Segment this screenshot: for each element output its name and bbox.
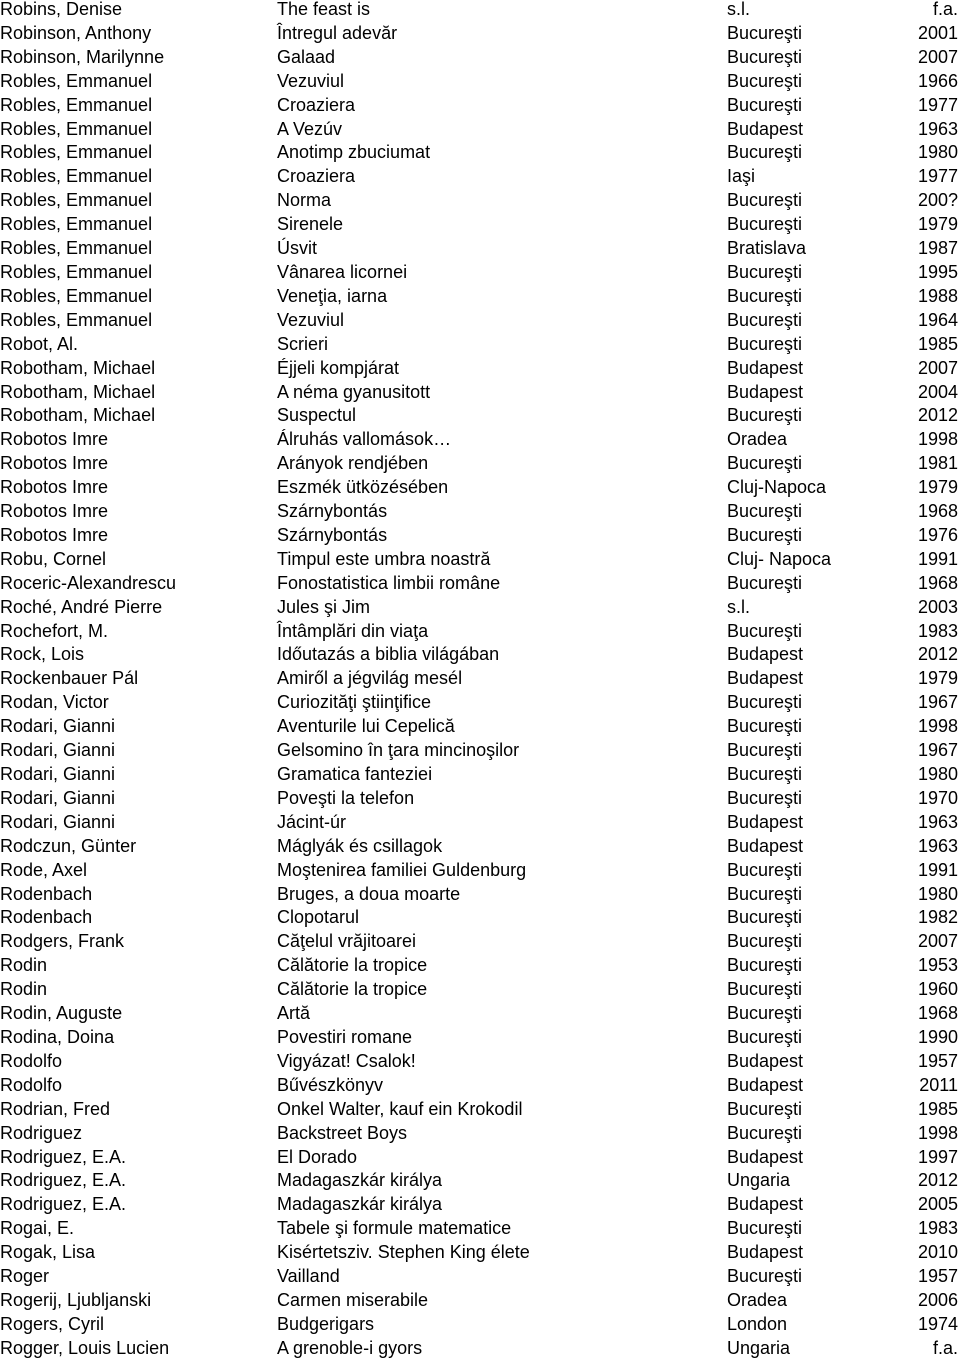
- table-row: [0, 741, 960, 765]
- place-cell: Bucureşti: [727, 309, 803, 330]
- title-cell: Curiozităţi ştiinţifice: [277, 692, 432, 713]
- title-cell: Veneţia, iarna: [277, 285, 388, 306]
- author-cell: Rogak, Lisa: [0, 1242, 96, 1263]
- title-cell: Backstreet Boys: [277, 1122, 408, 1143]
- author-cell: Robot, Al.: [0, 333, 79, 354]
- author-cell: Rodenbach: [0, 883, 93, 904]
- year-cell: 1981: [917, 453, 958, 474]
- table-row: [0, 1028, 960, 1052]
- author-cell: Rodin, Auguste: [0, 1003, 123, 1024]
- author-cell: Robles, Emmanuel: [0, 190, 153, 211]
- table-row: [0, 1315, 960, 1339]
- title-cell: Povestiri romane: [277, 1026, 413, 1047]
- author-cell: Robles, Emmanuel: [0, 214, 153, 235]
- year-cell: f.a.: [932, 0, 958, 19]
- place-cell: Bucureşti: [727, 22, 803, 43]
- author-cell: Robinson, Marilynne: [0, 46, 165, 67]
- title-cell: The feast is: [277, 0, 371, 19]
- table-row: [0, 1339, 960, 1363]
- place-cell: Bucureşti: [727, 453, 803, 474]
- table-row: [0, 598, 960, 622]
- title-cell: Onkel Walter, kauf ein Krokodil: [277, 1098, 523, 1119]
- author-cell: Robinson, Anthony: [0, 22, 152, 43]
- title-cell: Artă: [277, 1003, 311, 1024]
- author-cell: Rockenbauer Pál: [0, 668, 139, 689]
- year-cell: 2012: [917, 405, 958, 426]
- year-cell: 1995: [917, 261, 958, 282]
- title-cell: Jules şi Jim: [277, 596, 371, 617]
- author-cell: Robles, Emmanuel: [0, 70, 153, 91]
- title-cell: Timpul este umbra noastră: [277, 548, 491, 569]
- place-cell: Bucureşti: [727, 190, 803, 211]
- table-row: [0, 1243, 960, 1267]
- title-cell: Scrieri: [277, 333, 329, 354]
- place-cell: Budapest: [727, 1146, 804, 1167]
- year-cell: 1963: [917, 835, 958, 856]
- title-cell: Vigyázat! Csalok!: [277, 1050, 416, 1071]
- title-cell: Kisértetsziv. Stephen King élete: [277, 1242, 530, 1263]
- title-cell: Vezuviul: [277, 70, 345, 91]
- table-row: [0, 335, 960, 359]
- place-cell: Bucureşti: [727, 620, 803, 641]
- author-cell: Robles, Emmanuel: [0, 142, 153, 163]
- author-cell: Robles, Emmanuel: [0, 261, 153, 282]
- year-cell: 1983: [917, 620, 958, 641]
- author-cell: Robotham, Michael: [0, 381, 156, 402]
- place-cell: Budapest: [727, 1242, 804, 1263]
- table-row: [0, 1076, 960, 1100]
- title-cell: Croaziera: [277, 166, 356, 187]
- year-cell: 1991: [917, 859, 958, 880]
- year-cell: 1963: [917, 118, 958, 139]
- author-cell: Rodolfo: [0, 1050, 63, 1071]
- place-cell: Bratislava: [727, 238, 807, 259]
- title-cell: Suspectul: [277, 405, 357, 426]
- place-cell: Bucureşti: [727, 955, 803, 976]
- place-cell: Budapest: [727, 644, 804, 665]
- title-cell: Szárnybontás: [277, 501, 388, 522]
- title-cell: Croaziera: [277, 94, 356, 115]
- author-cell: Rodari, Gianni: [0, 764, 116, 784]
- author-cell: Rodriguez, E.A.: [0, 1170, 127, 1191]
- author-cell: Robotham, Michael: [0, 357, 156, 378]
- title-cell: Szárnybontás: [277, 524, 388, 545]
- author-cell: Robotos Imre: [0, 453, 109, 474]
- title-cell: Arányok rendjében: [277, 453, 429, 474]
- year-cell: 1968: [917, 501, 958, 522]
- table-row: [0, 287, 960, 311]
- year-cell: 1980: [917, 764, 958, 784]
- table-row: [0, 48, 960, 72]
- author-cell: Rodin: [0, 955, 48, 976]
- author-cell: Rodriguez: [0, 1122, 83, 1143]
- title-cell: Jácint-úr: [277, 811, 347, 832]
- year-cell: 1970: [917, 787, 958, 808]
- author-cell: Roceric-Alexandrescu: [0, 572, 177, 593]
- author-cell: Rodenbach: [0, 907, 93, 928]
- title-cell: Clopotarul: [277, 907, 360, 928]
- place-cell: Bucureşti: [727, 740, 803, 761]
- year-cell: 1964: [917, 309, 958, 330]
- author-cell: Rogers, Cyril: [0, 1313, 105, 1334]
- year-cell: 1977: [917, 166, 958, 187]
- table-row: [0, 1052, 960, 1076]
- title-cell: A grenoble-i gyors: [277, 1337, 423, 1358]
- year-cell: 1991: [917, 548, 958, 569]
- table-row: [0, 1148, 960, 1172]
- place-cell: Bucureşti: [727, 285, 803, 306]
- title-cell: El Dorado: [277, 1146, 358, 1167]
- author-cell: Rodan, Victor: [0, 692, 109, 713]
- author-cell: Robotos Imre: [0, 429, 109, 450]
- year-cell: 2012: [917, 1170, 958, 1191]
- title-cell: Sirenele: [277, 214, 344, 235]
- author-cell: Robles, Emmanuel: [0, 94, 153, 115]
- author-cell: Rodgers, Frank: [0, 931, 125, 952]
- author-cell: Rogai, E.: [0, 1218, 75, 1239]
- author-cell: Robles, Emmanuel: [0, 166, 153, 187]
- author-cell: Roger: [0, 1266, 50, 1287]
- table-row: [0, 72, 960, 96]
- title-cell: Időutazás a biblia világában: [277, 644, 500, 665]
- table-row: [0, 1267, 960, 1291]
- title-cell: Poveşti la telefon: [277, 787, 415, 808]
- author-cell: Rode, Axel: [0, 859, 88, 880]
- place-cell: Budapest: [727, 118, 804, 139]
- table-row: [0, 239, 960, 263]
- year-cell: 1976: [917, 524, 958, 545]
- place-cell: Bucureşti: [727, 261, 803, 282]
- author-cell: Rodin: [0, 979, 48, 1000]
- year-cell: 1998: [917, 429, 958, 450]
- year-cell: 1953: [917, 955, 958, 976]
- year-cell: 1967: [917, 692, 958, 713]
- place-cell: Bucureşti: [727, 524, 803, 545]
- author-cell: Robles, Emmanuel: [0, 285, 153, 306]
- year-cell: f.a.: [932, 1337, 958, 1358]
- table-row: [0, 215, 960, 239]
- title-cell: Anotimp zbuciumat: [277, 142, 431, 163]
- table-row: [0, 526, 960, 550]
- year-cell: 1988: [917, 285, 958, 306]
- table-row: [0, 956, 960, 980]
- author-cell: Rodina, Doina: [0, 1026, 115, 1047]
- place-cell: Bucureşti: [727, 716, 803, 737]
- title-cell: Vânarea licornei: [277, 261, 408, 282]
- title-cell: Madagaszkár királya: [277, 1170, 443, 1191]
- place-cell: Bucureşti: [727, 979, 803, 1000]
- title-cell: Madagaszkár királya: [277, 1194, 443, 1215]
- year-cell: 2007: [917, 46, 958, 67]
- title-cell: Întregul adevăr: [277, 22, 398, 43]
- author-cell: Rochefort, M.: [0, 620, 109, 641]
- author-cell: Robotham, Michael: [0, 405, 156, 426]
- title-cell: Carmen miserabile: [277, 1289, 429, 1310]
- table-row: [0, 837, 960, 861]
- author-cell: Robles, Emmanuel: [0, 118, 153, 139]
- year-cell: 1967: [917, 740, 958, 761]
- place-cell: Budapest: [727, 835, 804, 856]
- place-cell: Bucureşti: [727, 572, 803, 593]
- table-row: [0, 1004, 960, 1028]
- table-row: [0, 454, 960, 478]
- author-cell: Robotos Imre: [0, 501, 109, 522]
- year-cell: 2012: [917, 644, 958, 665]
- author-cell: Rodczun, Günter: [0, 835, 137, 856]
- year-cell: 1980: [917, 883, 958, 904]
- table-row: [0, 478, 960, 502]
- year-cell: 2010: [917, 1242, 958, 1263]
- place-cell: Oradea: [727, 1289, 788, 1310]
- table-row: [0, 813, 960, 837]
- place-cell: Budapest: [727, 381, 804, 402]
- place-cell: Bucureşti: [727, 142, 803, 163]
- place-cell: Ungaria: [727, 1170, 791, 1191]
- author-cell: Rodari, Gianni: [0, 716, 116, 737]
- table-row: [0, 1219, 960, 1243]
- year-cell: 1968: [917, 1003, 958, 1024]
- year-cell: 1985: [917, 1098, 958, 1119]
- title-cell: Eszmék ütközésében: [277, 477, 449, 498]
- year-cell: 1983: [917, 1218, 958, 1239]
- title-cell: Vailland: [277, 1266, 340, 1287]
- place-cell: Bucureşti: [727, 1266, 803, 1287]
- title-cell: Călătorie la tropice: [277, 979, 428, 1000]
- table-row: [0, 0, 960, 24]
- table-row: [0, 789, 960, 813]
- place-cell: Ungaria: [727, 1337, 791, 1358]
- author-cell: Rodari, Gianni: [0, 811, 116, 832]
- year-cell: 1987: [917, 238, 958, 259]
- title-cell: Máglyák és csillagok: [277, 835, 443, 856]
- table-row: [0, 1124, 960, 1148]
- year-cell: 1998: [917, 1122, 958, 1143]
- title-cell: Gramatica fanteziei: [277, 764, 433, 784]
- place-cell: Bucureşti: [727, 1003, 803, 1024]
- place-cell: Budapest: [727, 1194, 804, 1215]
- title-cell: A Vezúv: [277, 118, 343, 139]
- title-cell: Căţelul vrăjitoarei: [277, 931, 417, 952]
- year-cell: 2004: [917, 381, 958, 402]
- title-cell: Bűvészkönyv: [277, 1074, 384, 1095]
- table-row: [0, 861, 960, 885]
- place-cell: Bucureşti: [727, 931, 803, 952]
- place-cell: Bucureşti: [727, 1122, 803, 1143]
- author-cell: Robins, Denise: [0, 0, 123, 19]
- author-cell: Robles, Emmanuel: [0, 238, 153, 259]
- author-cell: Rodari, Gianni: [0, 787, 116, 808]
- place-cell: Budapest: [727, 357, 804, 378]
- table-row: [0, 406, 960, 430]
- place-cell: Bucureşti: [727, 764, 803, 784]
- place-cell: London: [727, 1313, 788, 1334]
- author-cell: Robu, Cornel: [0, 548, 107, 569]
- table-row: [0, 717, 960, 741]
- title-cell: Úsvit: [277, 238, 317, 259]
- place-cell: Budapest: [727, 1050, 804, 1071]
- table-row: [0, 383, 960, 407]
- table-row: [0, 550, 960, 574]
- table-row: [0, 932, 960, 956]
- table-row: [0, 430, 960, 454]
- place-cell: Bucureşti: [727, 859, 803, 880]
- year-cell: 1977: [917, 94, 958, 115]
- table-row: [0, 765, 960, 789]
- table-row: [0, 1100, 960, 1124]
- table-row: [0, 693, 960, 717]
- year-cell: 1957: [917, 1266, 958, 1287]
- year-cell: 200?: [917, 190, 958, 211]
- table-row: [0, 1171, 960, 1195]
- place-cell: Budapest: [727, 1074, 804, 1095]
- place-cell: Budapest: [727, 668, 804, 689]
- table-row: [0, 143, 960, 167]
- table-row: [0, 980, 960, 1004]
- author-cell: Roché, André Pierre: [0, 596, 163, 617]
- place-cell: Bucureşti: [727, 1098, 803, 1119]
- place-cell: Bucureşti: [727, 214, 803, 235]
- title-cell: Moştenirea familiei Guldenburg: [277, 859, 527, 880]
- table-row: [0, 645, 960, 669]
- year-cell: 1997: [917, 1146, 958, 1167]
- author-cell: Robles, Emmanuel: [0, 309, 153, 330]
- table-row: [0, 885, 960, 909]
- table-row: [0, 502, 960, 526]
- year-cell: 1974: [917, 1313, 958, 1334]
- table-row: [0, 1195, 960, 1219]
- table-row: [0, 359, 960, 383]
- title-cell: Budgerigars: [277, 1313, 375, 1334]
- year-cell: 1979: [917, 214, 958, 235]
- table-row: [0, 120, 960, 144]
- author-cell: Robotos Imre: [0, 477, 109, 498]
- table-row: [0, 167, 960, 191]
- year-cell: 1960: [917, 979, 958, 1000]
- author-cell: Rogerij, Ljubljanski: [0, 1289, 152, 1310]
- title-cell: Gelsomino în ţara mincinoşilor: [277, 740, 520, 761]
- title-cell: Vezuviul: [277, 309, 345, 330]
- title-cell: Éjjeli kompjárat: [277, 357, 400, 378]
- year-cell: 1982: [917, 907, 958, 928]
- place-cell: Cluj-Napoca: [727, 477, 827, 498]
- table-row: [0, 1291, 960, 1315]
- year-cell: 2001: [917, 22, 958, 43]
- title-cell: Tabele şi formule matematice: [277, 1218, 512, 1239]
- title-cell: Întâmplări din viaţa: [277, 620, 429, 641]
- place-cell: Bucureşti: [727, 46, 803, 67]
- year-cell: 1979: [917, 477, 958, 498]
- title-cell: Norma: [277, 190, 332, 211]
- year-cell: 1957: [917, 1050, 958, 1071]
- year-cell: 2007: [917, 357, 958, 378]
- table-row: [0, 574, 960, 598]
- table-row: [0, 263, 960, 287]
- title-cell: Álruhás vallomások…: [277, 429, 452, 450]
- place-cell: Bucureşti: [727, 883, 803, 904]
- place-cell: s.l.: [727, 596, 751, 617]
- year-cell: 1963: [917, 811, 958, 832]
- year-cell: 1990: [917, 1026, 958, 1047]
- table-row: [0, 24, 960, 48]
- title-cell: Aventurile lui Cepelică: [277, 716, 455, 737]
- year-cell: 1968: [917, 572, 958, 593]
- place-cell: Budapest: [727, 811, 804, 832]
- place-cell: Bucureşti: [727, 692, 803, 713]
- place-cell: Bucureşti: [727, 405, 803, 426]
- year-cell: 1998: [917, 716, 958, 737]
- author-cell: Robotos Imre: [0, 524, 109, 545]
- year-cell: 2006: [917, 1289, 958, 1310]
- table-row: [0, 622, 960, 646]
- year-cell: 2005: [917, 1194, 958, 1215]
- title-cell: Bruges, a doua moarte: [277, 883, 461, 904]
- table-row: [0, 311, 960, 335]
- title-cell: Galaad: [277, 46, 336, 67]
- place-cell: Bucureşti: [727, 94, 803, 115]
- title-cell: A néma gyanusitott: [277, 381, 431, 402]
- year-cell: 2003: [917, 596, 958, 617]
- title-cell: Amiről a jégvilág mesél: [277, 668, 463, 689]
- table-row: [0, 191, 960, 215]
- place-cell: Bucureşti: [727, 70, 803, 91]
- place-cell: Cluj- Napoca: [727, 548, 832, 569]
- year-cell: 2007: [917, 931, 958, 952]
- place-cell: s.l.: [727, 0, 751, 19]
- author-cell: Rogger, Louis Lucien: [0, 1337, 170, 1358]
- title-cell: Fonostatistica limbii române: [277, 572, 501, 593]
- table-row: [0, 96, 960, 120]
- author-cell: Rodolfo: [0, 1074, 63, 1095]
- place-cell: Bucureşti: [727, 501, 803, 522]
- table-row: [0, 669, 960, 693]
- title-cell: Călătorie la tropice: [277, 955, 428, 976]
- place-cell: Bucureşti: [727, 333, 803, 354]
- author-cell: Rock, Lois: [0, 644, 85, 665]
- place-cell: Oradea: [727, 429, 788, 450]
- year-cell: 1979: [917, 668, 958, 689]
- table-row: [0, 908, 960, 932]
- place-cell: Bucureşti: [727, 1218, 803, 1239]
- author-cell: Rodriguez, E.A.: [0, 1146, 127, 1167]
- year-cell: 1966: [917, 70, 958, 91]
- year-cell: 1985: [917, 333, 958, 354]
- author-cell: Rodrian, Fred: [0, 1098, 111, 1119]
- year-cell: 2011: [919, 1074, 958, 1095]
- place-cell: Bucureşti: [727, 907, 803, 928]
- place-cell: Bucureşti: [727, 787, 803, 808]
- place-cell: Iaşi: [727, 166, 756, 187]
- year-cell: 1980: [917, 142, 958, 163]
- author-cell: Rodari, Gianni: [0, 740, 116, 761]
- place-cell: Bucureşti: [727, 1026, 803, 1047]
- author-cell: Rodriguez, E.A.: [0, 1194, 127, 1215]
